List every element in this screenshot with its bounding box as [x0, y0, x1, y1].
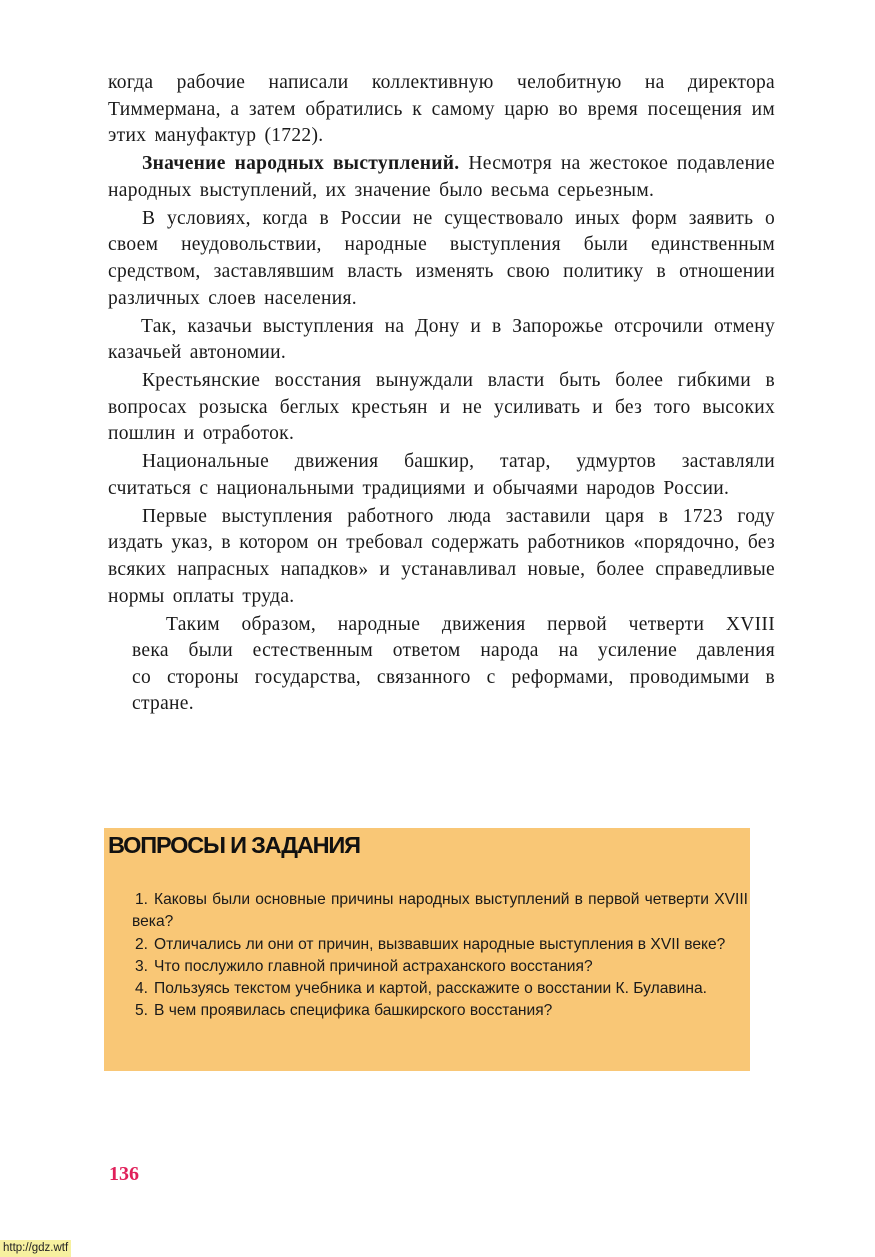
paragraph — [108, 151, 775, 204]
question-item — [132, 956, 748, 978]
questions-title: ВОПРОСЫ И ЗАДАНИЯ — [108, 832, 360, 858]
paragraph: Таким образом, народные движения первой четверти XVIII века были естественным ответом народа на усиление давления со стороны государства, связанного с реформами, проводимыми в стране. — [132, 613, 775, 715]
question-number: 5. — [135, 1002, 149, 1020]
question-number: 4. — [135, 980, 149, 998]
question-number: 1. — [135, 891, 149, 908]
questions-box — [104, 828, 750, 1071]
body-text — [108, 70, 775, 719]
question-item — [132, 934, 748, 956]
paragraph: Так, казачьи выступления на Дону и в Запорожье отсрочили отмену казачьей автономии. — [108, 315, 775, 364]
watermark-link[interactable]: http://gdz.wtf — [0, 1240, 71, 1257]
question-item — [132, 1000, 748, 1022]
question-text: Что послужило главной причиной астраханского восстания? — [154, 957, 593, 975]
question-text: Отличались ли они от причин, вызвавших народные выступления в XVII веке? — [154, 935, 726, 953]
question-item — [132, 978, 748, 1000]
paragraph: Национальные движения башкир, татар, удмуртов заставляли считаться с национальными традициями и обычаями народов России. — [108, 451, 775, 499]
question-text: Каковы были основные причины народных выступлений в первой четверти XVIII века? — [132, 891, 748, 931]
paragraph: В условиях, когда в России не существовало иных форм заявить о своем неудовольствии, народные выступления были единственным средством, заставлявшим власть изменять свою политику в отношении различных слоев населения. — [108, 207, 775, 309]
question-number: 3. — [135, 957, 149, 975]
question-text: Пользуясь текстом учебника и картой, расскажите о восстании К. Булавина. — [154, 980, 708, 998]
paragraph: когда рабочие написали коллективную челобитную на директора Тиммермана, а затем обратились к самому царю во время посещения им этих мануфактур (1722). — [108, 72, 775, 147]
question-number: 2. — [135, 935, 149, 953]
paragraph-text: Несмотря на жестокое подавление народных выступлений, их значение было весьма серьезным. — [108, 153, 775, 201]
questions-list — [132, 889, 748, 1023]
paragraph: Крестьянские восстания вынуждали власти быть более гибкими в вопросах розыска беглых крестьян и не усиливать и без того высоких пошлин и отработок. — [108, 370, 775, 445]
paragraph-heading: Значение народных выступлений. — [142, 153, 460, 175]
page-number: 136 — [109, 1163, 139, 1185]
question-text: В чем проявилась специфика башкирского восстания? — [154, 1002, 553, 1020]
paragraph: Первые выступления работного люда заставили царя в 1723 году издать указ, в котором он требовал содержать работников «порядочно, без всяких напрасных нападков» и устанавливал новые, более справедливые нормы оплаты труда. — [108, 505, 775, 607]
question-item — [132, 889, 748, 934]
